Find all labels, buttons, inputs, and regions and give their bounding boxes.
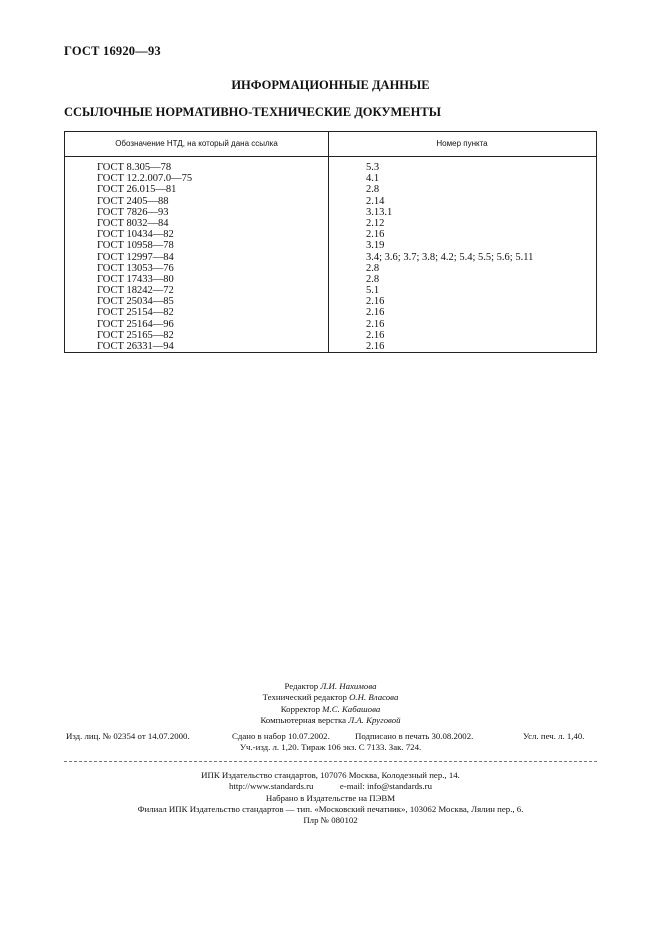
table-cell-item-number: 2.16 [366, 329, 385, 341]
table-cell-document: ГОСТ 26331—94 [97, 341, 174, 352]
table-cell-document: ГОСТ 10958—78 [97, 240, 174, 252]
license-plr: Плр № 080102 [303, 815, 358, 826]
corrector-role: Корректор [280, 703, 320, 714]
divider-rule [64, 761, 597, 762]
table-cell-item-number: 4.1 [366, 173, 380, 185]
printing-branch: Филиал ИПК Издательство стандартов — тип. «Московский печатник», 103062 Москва, Лялин пер., 6. [137, 803, 524, 814]
table-cell-document: ГОСТ 25034—85 [97, 296, 174, 308]
table-cell-item-number: 2.8 [366, 184, 380, 196]
section-heading: ИНФОРМАЦИОННЫЕ ДАННЫЕ [231, 78, 430, 92]
tech-editor-role: Технический редактор [262, 692, 347, 703]
table-cell-item-number: 2.16 [366, 229, 385, 241]
signed-for-print: Подписано в печать 30.08.2002. [355, 731, 474, 741]
publisher-info [0, 770, 661, 826]
editor-name: Л.И. Нахимова [320, 681, 377, 691]
table-cell-document: ГОСТ 8.305—78 [97, 162, 172, 173]
sent-to-typeset: Сдано в набор 10.07.2002. [232, 731, 330, 741]
table-cell-document: ГОСТ 12997—84 [97, 251, 174, 263]
editor-line [0, 681, 661, 692]
references-table [64, 131, 597, 353]
table-cell-item-number: 2.16 [366, 341, 385, 352]
publisher-website[interactable]: http://www.standards.ru [228, 781, 314, 792]
table-cell-document: ГОСТ 10434—82 [97, 229, 174, 241]
references-heading: ССЫЛОЧНЫЕ НОРМАТИВНО-ТЕХНИЧЕСКИЕ ДОКУМЕНТЫ [64, 105, 441, 119]
table-cell-document: ГОСТ 25164—96 [97, 318, 174, 330]
table-cell-document: ГОСТ 17433—80 [97, 273, 174, 285]
tech-editor-name: О.Н. Власова [349, 692, 399, 703]
table-cell-document: ГОСТ 12.2.007.0—75 [97, 173, 193, 185]
corrector-name: М.С. Кабашова [322, 703, 381, 714]
table-cell-document: ГОСТ 8032—84 [97, 217, 169, 229]
table-cell-item-number: 2.12 [366, 217, 385, 229]
table-cell-document: ГОСТ 26.015—81 [97, 184, 177, 196]
corrector-line [0, 704, 661, 715]
table-cell-document: ГОСТ 25154—82 [97, 307, 174, 319]
table-cell-item-number: 2.8 [366, 273, 380, 285]
table-cell-document: ГОСТ 2405—88 [97, 195, 169, 207]
document-column [97, 162, 192, 352]
table-cell-item-number: 3.13.1 [366, 206, 393, 218]
print-sheets: Усл. печ. л. 1,40. [523, 731, 585, 741]
table-cell-item-number: 2.8 [366, 262, 380, 274]
document-code: ГОСТ 16920—93 [64, 44, 161, 58]
table-cell-item-number: 5.1 [366, 285, 380, 297]
header-divider [65, 156, 596, 157]
table-cell-document: ГОСТ 18242—72 [97, 285, 174, 297]
table-cell-item-number: 2.16 [366, 318, 385, 330]
table-cell-document: ГОСТ 7826—93 [97, 206, 169, 218]
editor-role: Редактор [284, 681, 319, 691]
license-number: Изд. лиц. № 02354 от 14.07.2000. [66, 731, 190, 741]
item-number-column [366, 162, 533, 352]
table-cell-item-number: 2.16 [366, 307, 385, 319]
publisher-address: ИПК Издательство стандартов, 107076 Москва, Колодезный пер., 14. [201, 770, 460, 780]
column-header-document: Обозначение НТД, на который дана ссылка [65, 132, 329, 156]
tech-editor-line [0, 692, 661, 703]
typeset-note: Набрано в Издательстве на ПЭВМ [265, 792, 396, 803]
table-cell-item-number: 3.19 [366, 240, 385, 252]
print-run-line: Уч.-изд. л. 1,20. Тираж 106 экз. С 7133. Зак. 724. [239, 742, 422, 752]
column-divider [328, 156, 329, 352]
column-header-item-number: Номер пункта [436, 139, 488, 148]
layout-name: Л.А. Круговой [348, 714, 401, 725]
publisher-contacts [0, 781, 661, 792]
layout-role: Компьютерная верстка [260, 714, 347, 725]
table-cell-document: ГОСТ 13053—76 [97, 262, 174, 274]
colophon [0, 681, 661, 726]
table-cell-item-number: 5.3 [366, 162, 380, 173]
publisher-email[interactable]: e-mail: info@standards.ru [339, 781, 432, 792]
table-cell-item-number: 2.16 [366, 296, 385, 308]
table-cell-item-number: 2.14 [366, 195, 385, 207]
layout-line [0, 715, 661, 726]
table-cell-document: ГОСТ 25165—82 [97, 329, 174, 341]
table-cell-item-number: 3.4; 3.6; 3.7; 3.8; 4.2; 5.4; 5.5; 5.6; 5.11 [366, 251, 534, 263]
